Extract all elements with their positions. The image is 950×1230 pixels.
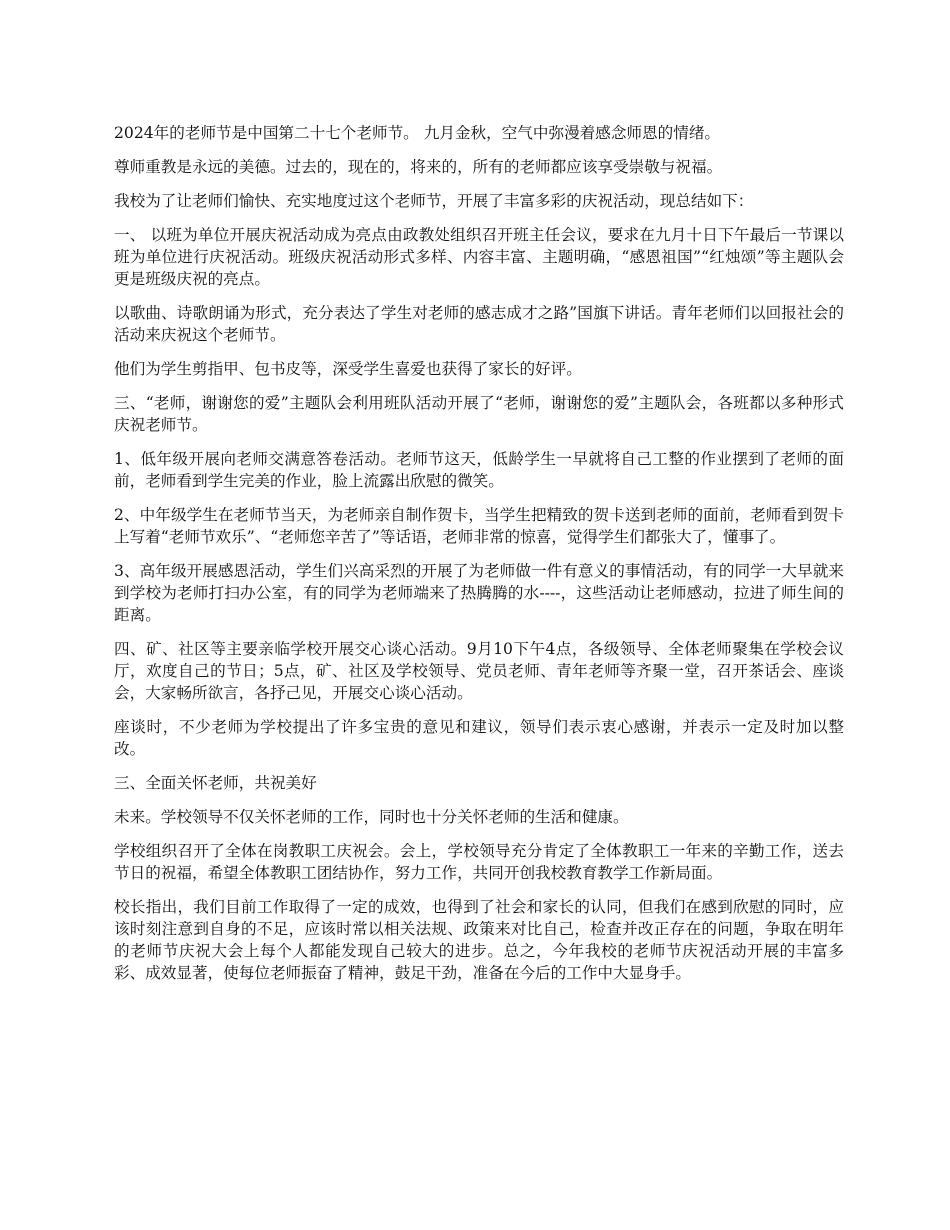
paragraph-future: 未来。学校领导不仅关怀老师的工作，同时也十分关怀老师的生活和健康。 bbox=[114, 808, 629, 826]
paragraph-principal: 校长指出，我们目前工作取得了一定的成效，也得到了社会和家长的认同，但我们在感到欣慰的同时，应该时刻注意到自身的不足，应该时常以相关法规、政策来对比自己，检查并改正存在的问题，争取在明年的老师节庆祝大会上每个人都能发现自己较大的进步。总之，今年我校的老师节庆祝活动开展的丰富多彩、成效显著，使每位老师振奋了精神，鼓足干劲，准备在今后的工作中大显身手。 bbox=[114, 898, 844, 982]
paragraph-middle-grade: 2、中年级学生在老师节当天，为老师亲自制作贺卡，当学生把精致的贺卡送到老师的面前，老师看到贺卡上写着“老师节欢乐”、“老师您辛苦了”等话语，老师非常的惊喜，觉得学生们都张大了，懂事了。 bbox=[114, 506, 844, 546]
paragraph-theme-meeting: 三、“老师，谢谢您的爱”主题队会利用班队活动开展了“老师，谢谢您的爱”主题队会，各班都以多种形式庆祝老师节。 bbox=[114, 394, 844, 434]
paragraph-section-one: 一、 以班为单位开展庆祝活动成为亮点由政教处组织召开班主任会议，要求在九月十日下午最后一节课以班为单位进行庆祝活动。班级庆祝活动形式多样、内容丰富、主题明确，“感恩祖国”“红烛颂”等主题队会更是班级庆祝的亮点。 bbox=[114, 226, 844, 288]
paragraph-suggestions: 座谈时，不少老师为学校提出了许多宝贵的意见和建议，领导们表示衷心感谢，并表示一定及时加以整改。 bbox=[114, 718, 844, 758]
paragraph-lower-grade: 1、低年级开展向老师交满意答卷活动。老师节这天，低龄学生一早就将自己工整的作业摆到了老师的面前，老师看到学生完美的作业，脸上流露出欣慰的微笑。 bbox=[114, 450, 844, 490]
paragraph-songs: 以歌曲、诗歌朗诵为形式，充分表达了学生对老师的感志成才之路”国旗下讲话。青年老师们以回报社会的活动来庆祝这个老师节。 bbox=[114, 304, 844, 344]
document-page bbox=[114, 122, 844, 996]
paragraph-celebration-meeting: 学校组织召开了全体在岗教职工庆祝会。会上，学校领导充分肯定了全体教职工一年来的辛勤工作，送去节日的祝福，希望全体教职工团结协作，努力工作，共同开创我校教育教学工作新局面。 bbox=[114, 842, 844, 882]
paragraph-students-help: 他们为学生剪指甲、包书皮等，深受学生喜爱也获得了家长的好评。 bbox=[114, 360, 582, 378]
paragraph-section-four: 四、矿、社区等主要亲临学校开展交心谈心活动。9月10下午4点，各级领导、全体老师聚集在学校会议厅，欢度自己的节日；5点，矿、社区及学校领导、党员老师、青年老师等齐聚一堂，召开茶话会、座谈会，大家畅所欲言，各抒己见，开展交心谈心活动。 bbox=[114, 640, 844, 702]
paragraph-upper-grade: 3、高年级开展感恩活动，学生们兴高采烈的开展了为老师做一件有意义的事情活动，有的同学一大早就来到学校为老师打扫办公室，有的同学为老师端来了热腾腾的水----，这些活动让老师感动，拉进了师生间的距离。 bbox=[114, 562, 844, 624]
paragraph-summary-lead: 我校为了让老师们愉快、充实地度过这个老师节，开展了丰富多彩的庆祝活动，现总结如下： bbox=[114, 192, 754, 210]
paragraph-care-heading: 三、全面关怀老师，共祝美好 bbox=[114, 774, 317, 792]
paragraph-intro: 2024年的老师节是中国第二十七个老师节。 九月金秋，空气中弥漫着感念师恩的情绪。 bbox=[114, 124, 721, 142]
paragraph-respect: 尊师重教是永远的美德。过去的，现在的，将来的，所有的老师都应该享受崇敬与祝福。 bbox=[114, 158, 723, 176]
